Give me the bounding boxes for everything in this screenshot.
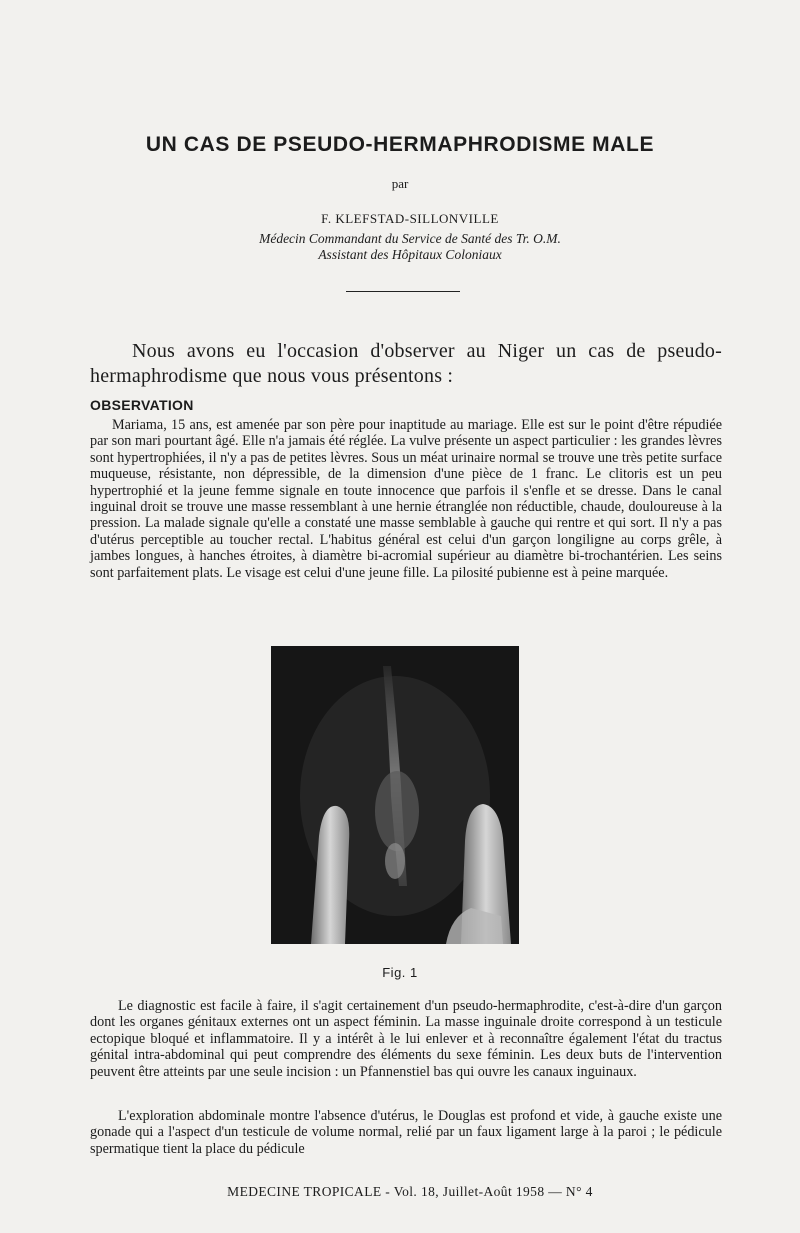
figure-caption: Fig. 1 bbox=[382, 965, 418, 980]
exploration-paragraph: L'exploration abdominale montre l'absence d'utérus, le Douglas est profond et vide, à gauche existe une gonade qui a l'aspect d'un testicule de volume normal, relié par un faux ligament large à la paroi ; le pédicule spermatique tient la place du pédicule bbox=[90, 1108, 722, 1157]
byline-par: par bbox=[391, 176, 409, 191]
observation-paragraph: Mariama, 15 ans, est amenée par son père pour inaptitude au mariage. Elle est sur le point d'être répudiée par son mari pourtant âgé. Elle n'a jamais été réglée. La vulve présente un aspect particulier : les grandes lèvres sont hypertrophiées, il n'y a pas de petites lèvres. Sous un méat urinaire normal se trouve une très petite surface muqueuse, résistante, non dépressible, de la dimension d'une pièce de 1 franc. Le clitoris est un peu hypertrophié et la jeune femme signale en toute innocence que parfois il s'enfle et se dresse. Dans le canal inguinal droit se trouve une masse ressemblant à une hernie étranglée non réductible, chaude, douloureuse à la pression. La malade signale qu'elle a constaté une masse semblable à gauche qui rentre et qui sort. Il n'y a pas d'utérus perceptible au toucher rectal. L'habitus général est celui d'un garçon longiligne au corps grêle, à jambes longues, à hanches étroites, à diamètre bi-acromial supérieur au diamètre bi-trochantérien. Les seins sont parfaitement plats. Le visage est celui d'une jeune fille. La pilosité pubienne est à peine marquée. bbox=[90, 417, 722, 581]
title-divider bbox=[346, 291, 460, 292]
clinical-photograph bbox=[271, 646, 519, 944]
journal-footer: MEDECINE TROPICALE - Vol. 18, Juillet-Août 1958 — N° 4 bbox=[227, 1184, 593, 1199]
section-heading-observation: OBSERVATION bbox=[90, 397, 194, 413]
author-affiliation-2: Assistant des Hôpitaux Coloniaux bbox=[318, 247, 502, 262]
author-affiliation-1: Médecin Commandant du Service de Santé des Tr. O.M. bbox=[259, 231, 561, 246]
clinical-photograph-illustration bbox=[271, 646, 519, 944]
intro-paragraph: Nous avons eu l'occasion d'observer au Niger un cas de pseudo-hermaphrodisme que nous vous présentons : bbox=[90, 340, 722, 387]
article-title: UN CAS DE PSEUDO-HERMAPHRODISME MALE bbox=[145, 133, 655, 156]
author-name: F. KLEFSTAD-SILLONVILLE bbox=[321, 211, 499, 226]
diagnosis-paragraph: Le diagnostic est facile à faire, il s'agit certainement d'un pseudo-hermaphrodite, c'est-à-dire d'un garçon dont les organes génitaux externes ont un aspect féminin. La masse inguinale droite correspond à un testicule ectopique bloqué et inflammatoire. Il y a intérêt à le lui enlever et à reconnaître également l'état du tractus génital intra-abdominal qui peut comprendre des éléments du sexe féminin. Les deux buts de l'intervention peuvent être atteints par une seule incision : un Pfannenstiel bas qui ouvre les canaux inguinaux. bbox=[90, 998, 722, 1080]
